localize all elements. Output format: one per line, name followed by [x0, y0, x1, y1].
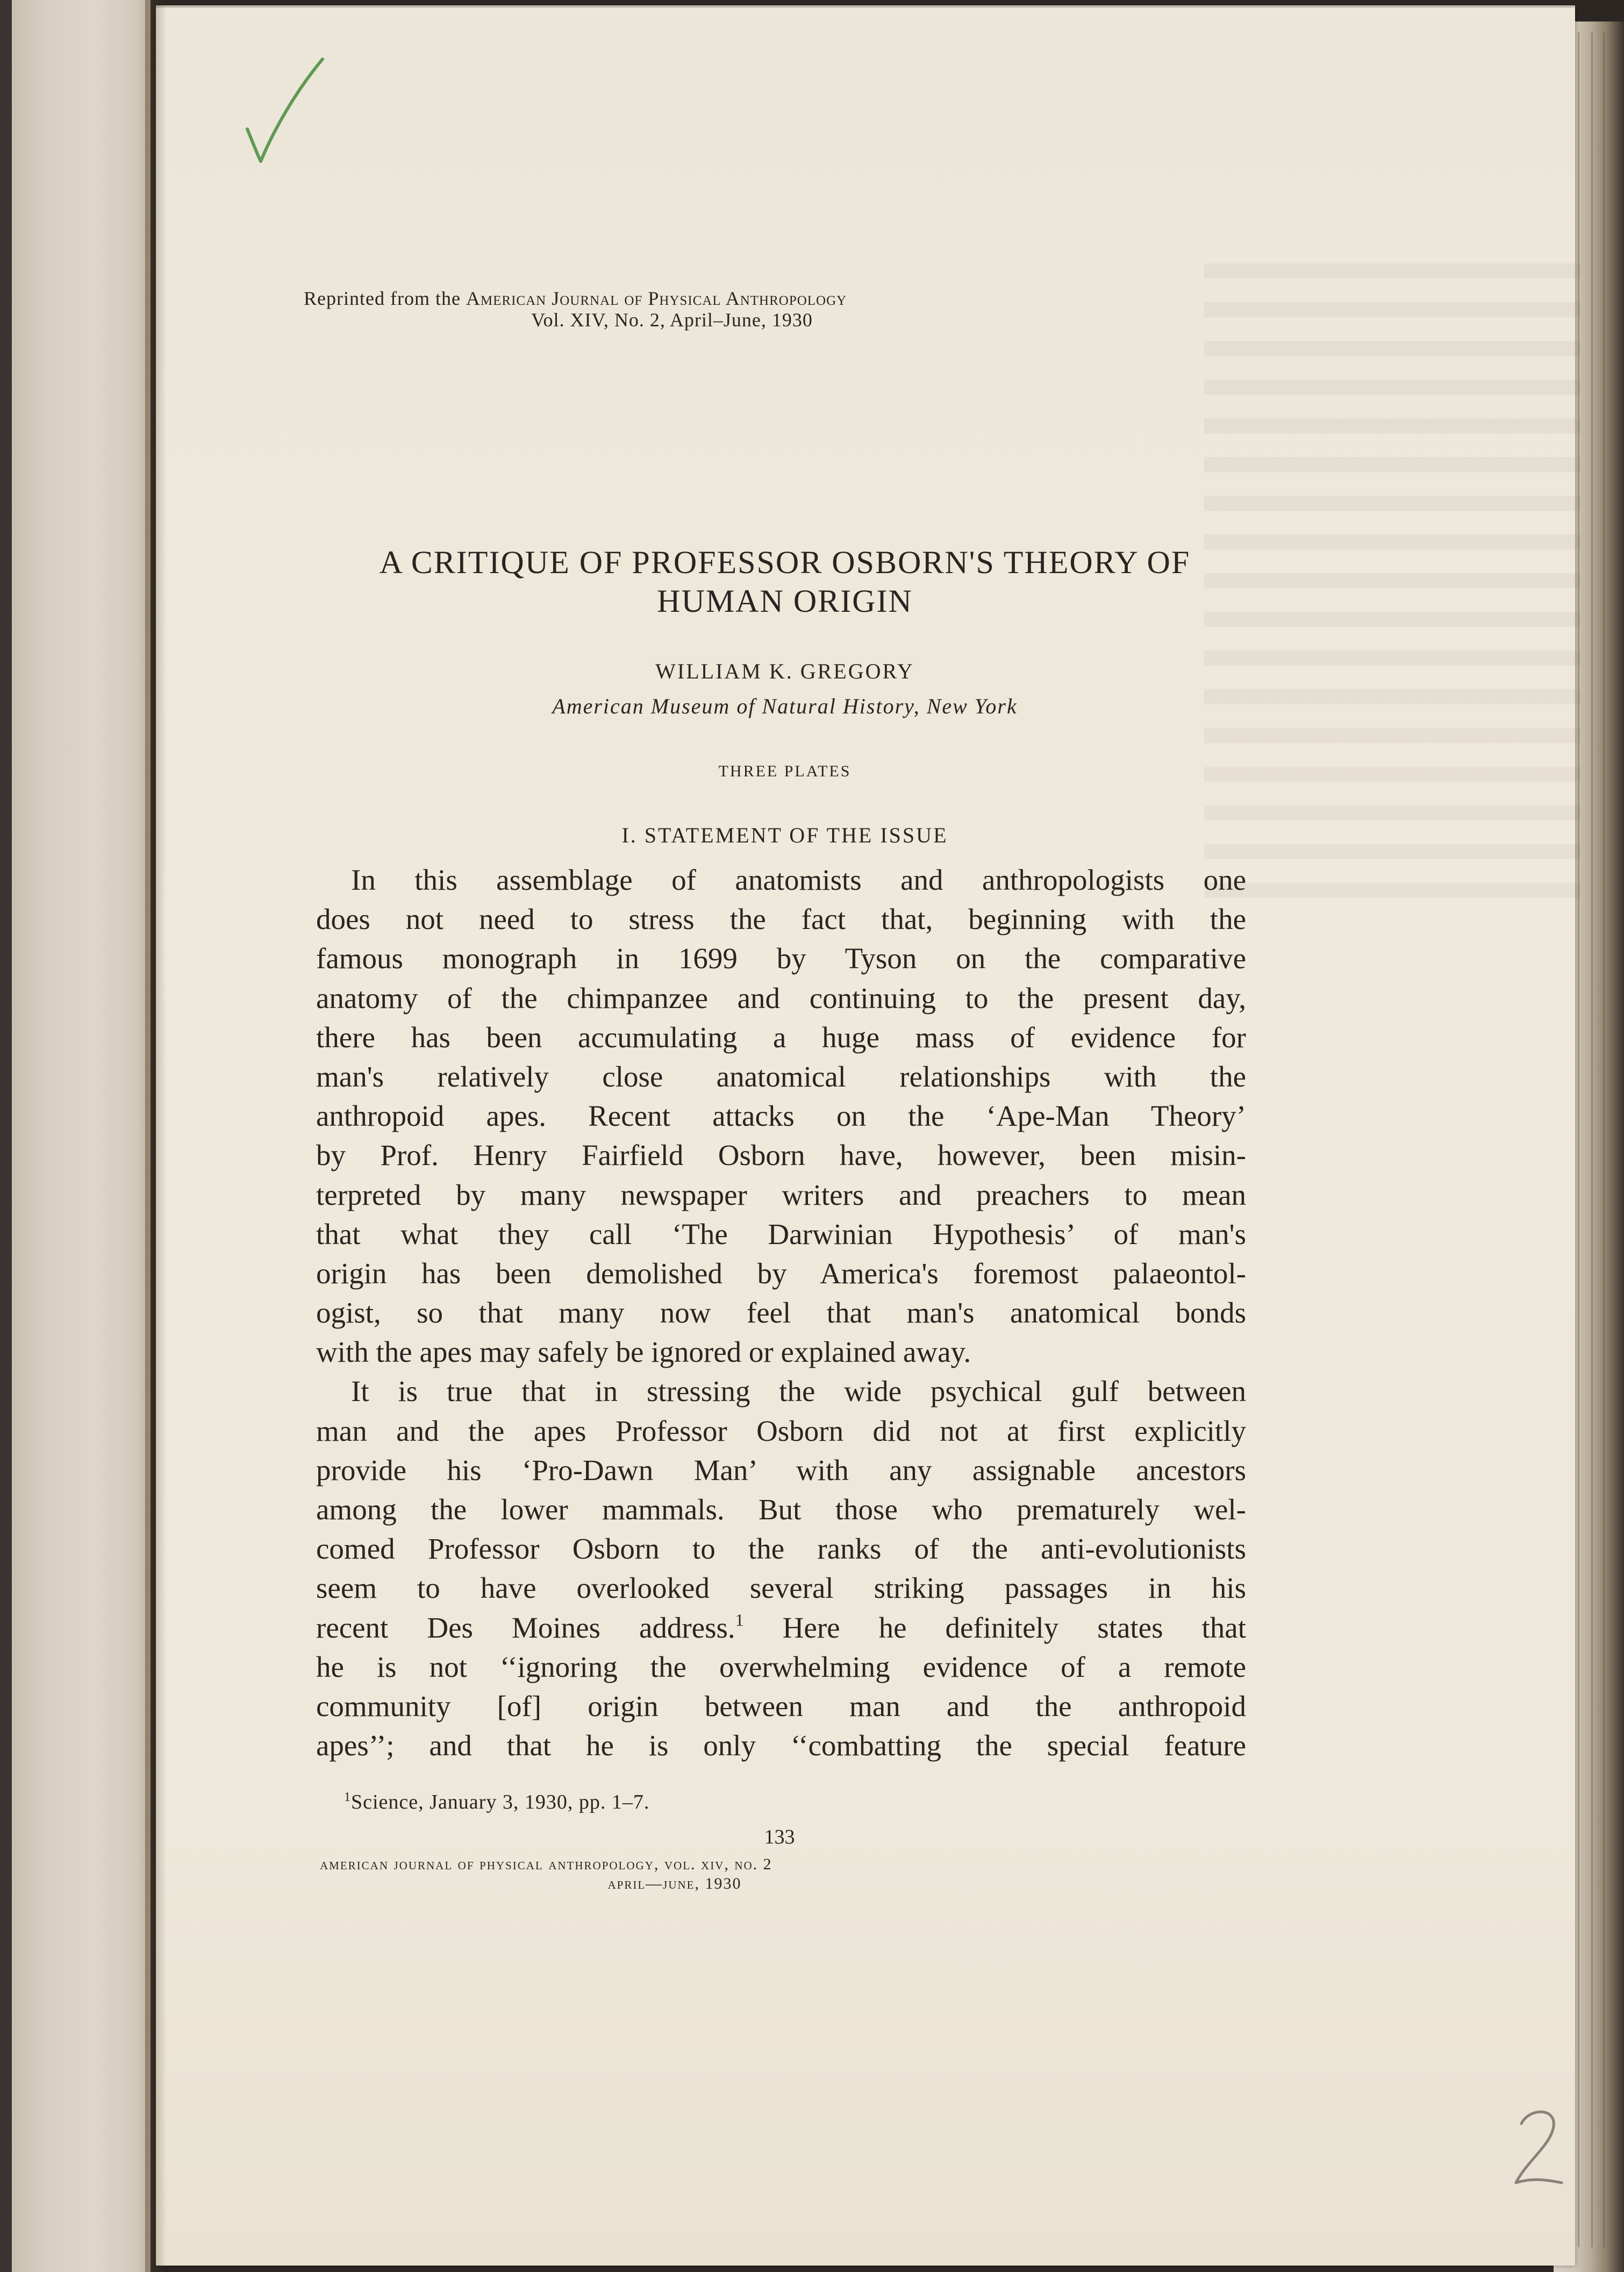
body-line: that what they call ‘The Darwinian Hypothesis’ of man's [316, 1217, 1246, 1251]
checkmark-icon [237, 48, 344, 172]
body-line: by Prof. Henry Fairfield Osborn have, however, been misin- [316, 1139, 1246, 1172]
body-line-part: Here he definitely states that [743, 1611, 1246, 1644]
page-stack-line [1603, 32, 1605, 2247]
body-line: comed Professor Osborn to the ranks of the anti-evolutionists [316, 1532, 1246, 1566]
body-line: terpreted by many newspaper writers and preachers to mean [316, 1178, 1246, 1211]
page-number: 133 [764, 1826, 795, 1848]
reprint-line-1 [304, 288, 1019, 309]
title-line-2: HUMAN ORIGIN [657, 583, 913, 619]
body-line: man and the apes Professor Osborn did not at first explicitly [316, 1414, 1246, 1447]
journal-footer-line-1: american journal of physical anthropology, vol. xiv, no. 2 [320, 1855, 772, 1873]
backdrop [0, 0, 12, 2272]
handwritten-page-mark [1500, 2102, 1570, 2194]
body-line: ogist, so that many now feel that man's anatomical bonds [316, 1296, 1246, 1330]
body-line: with the apes may safely be ignored or explained away. [316, 1335, 971, 1369]
author-affiliation: American Museum of Natural History, New York [552, 694, 1018, 718]
body-line: anthropoid apes. Recent attacks on the ‘Ape-Man Theory’ [316, 1099, 1246, 1133]
footnote-text: Science, January 3, 1930, pp. 1–7. [351, 1791, 650, 1813]
section-heading: I. STATEMENT OF THE ISSUE [621, 823, 948, 847]
body-line: there has been accumulating a huge mass of evidence for [316, 1020, 1246, 1054]
folder-cover [12, 0, 151, 2272]
reprint-prefix: Reprinted from the [304, 288, 466, 309]
body-line: community [of] origin between man and the anthropoid [316, 1689, 1246, 1723]
article-title [301, 543, 1269, 620]
footnote-marker: 1 [344, 1790, 351, 1804]
footnote [344, 1790, 649, 1814]
page-stack-line [1591, 32, 1593, 2247]
body-line: man's relatively close anatomical relationships with the [316, 1060, 1246, 1093]
body-line: It is true that in stressing the wide psychical gulf between [351, 1375, 1246, 1408]
body-text [316, 860, 1246, 1765]
body-line: famous monograph in 1699 by Tyson on the comparative [316, 942, 1246, 975]
plates-note: THREE PLATES [718, 762, 852, 780]
journal-footer [320, 1855, 1024, 1894]
body-line: apes’’; and that he is only ‘‘combatting the special feature [316, 1729, 1246, 1762]
body-line: among the lower mammals. But those who prematurely wel- [316, 1493, 1246, 1526]
cover-shadow [145, 0, 167, 2272]
body-line-part: recent Des Moines address. [316, 1611, 735, 1644]
body-line: seem to have overlooked several striking passages in his [316, 1571, 1246, 1605]
body-line: In this assemblage of anatomists and anthropologists one [351, 863, 1246, 896]
footnote-reference: 1 [735, 1610, 744, 1630]
author-name: WILLIAM K. GREGORY [655, 659, 914, 683]
body-line: does not need to stress the fact that, beginning with the [316, 903, 1246, 936]
body-line: origin has been demolished by America's foremost palaeontol- [316, 1256, 1246, 1290]
title-line-1: A CRITIQUE OF PROFESSOR OSBORN'S THEORY OF [379, 545, 1191, 580]
reprint-line-2: Vol. XIV, No. 2, April–June, 1930 [531, 309, 813, 331]
body-line-with-footnote [316, 1608, 1246, 1647]
body-line: anatomy of the chimpanzee and continuing to the present day, [316, 981, 1246, 1014]
reprint-notice [304, 288, 1019, 331]
body-line: provide his ‘Pro-Dawn Man’ with any assignable ancestors [316, 1453, 1246, 1487]
reprint-journal: American Journal of Physical Anthropology [466, 288, 847, 309]
journal-footer-line-2: april—june, 1930 [607, 1875, 742, 1892]
body-line: he is not ‘‘ignoring the overwhelming evidence of a remote [316, 1650, 1246, 1683]
